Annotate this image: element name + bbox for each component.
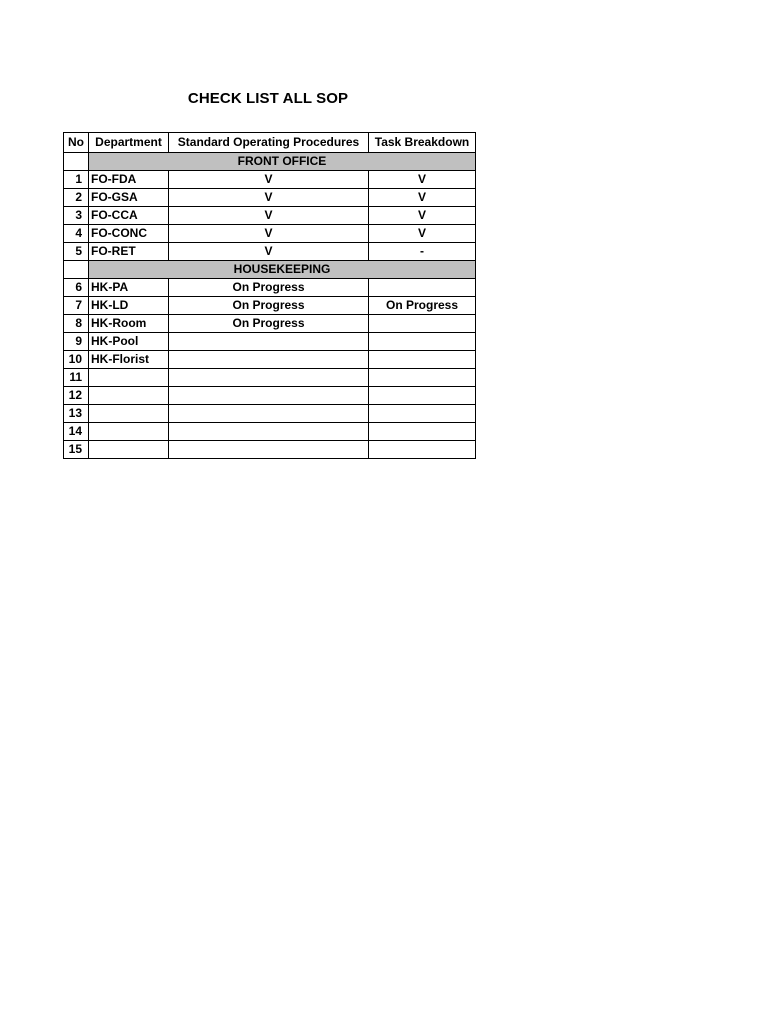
header-no: No [64,133,89,153]
row-task-status: V [369,207,476,225]
row-no: 6 [64,279,89,297]
row-department: FO-FDA [89,171,169,189]
row-no: 10 [64,351,89,369]
table-row [64,369,476,387]
table-row [64,405,476,423]
row-no: 5 [64,243,89,261]
row-department [89,441,169,459]
table-row [64,171,476,189]
table-row [64,333,476,351]
row-task-status [369,333,476,351]
row-department: FO-RET [89,243,169,261]
row-task-status [369,369,476,387]
row-task-status [369,441,476,459]
row-department: FO-GSA [89,189,169,207]
table-row [64,315,476,333]
row-no: 13 [64,405,89,423]
row-department: HK-LD [89,297,169,315]
row-department: HK-Room [89,315,169,333]
row-task-status [369,387,476,405]
row-task-status: On Progress [369,297,476,315]
row-sop-status: On Progress [169,297,369,315]
section-no-cell [64,261,89,279]
row-task-status [369,315,476,333]
row-department: HK-PA [89,279,169,297]
row-sop-status: V [169,243,369,261]
row-sop-status: V [169,171,369,189]
row-no: 9 [64,333,89,351]
table-row [64,351,476,369]
row-task-status [369,405,476,423]
table-row [64,207,476,225]
row-department: HK-Florist [89,351,169,369]
row-department [89,387,169,405]
row-task-status: V [369,171,476,189]
header-sop: Standard Operating Procedures [169,133,369,153]
row-no: 14 [64,423,89,441]
row-department: FO-CONC [89,225,169,243]
row-task-status: V [369,189,476,207]
row-department [89,423,169,441]
table-header-row [64,133,476,153]
sop-checklist-table [63,132,476,459]
row-no: 11 [64,369,89,387]
header-task-breakdown: Task Breakdown [369,133,476,153]
row-department: HK-Pool [89,333,169,351]
row-sop-status: V [169,189,369,207]
row-no: 7 [64,297,89,315]
row-no: 3 [64,207,89,225]
table-row [64,387,476,405]
row-sop-status [169,351,369,369]
table-row [64,243,476,261]
row-sop-status [169,423,369,441]
row-sop-status [169,369,369,387]
page-title: CHECK LIST ALL SOP [187,90,349,107]
row-department: FO-CCA [89,207,169,225]
row-sop-status: V [169,207,369,225]
row-sop-status [169,333,369,351]
table-row [64,225,476,243]
row-sop-status: On Progress [169,315,369,333]
table-row [64,297,476,315]
row-department [89,369,169,387]
table-row [64,279,476,297]
row-task-status [369,279,476,297]
row-no: 12 [64,387,89,405]
row-task-status: V [369,225,476,243]
section-row-front-office [64,153,476,171]
section-label-front-office: FRONT OFFICE [89,153,476,171]
section-row-housekeeping [64,261,476,279]
row-task-status [369,351,476,369]
table-row [64,441,476,459]
row-sop-status [169,405,369,423]
row-department [89,405,169,423]
row-task-status [369,423,476,441]
row-task-status: - [369,243,476,261]
table-row [64,189,476,207]
row-sop-status [169,441,369,459]
row-no: 8 [64,315,89,333]
section-label-housekeeping: HOUSEKEEPING [89,261,476,279]
header-department: Department [89,133,169,153]
table-row [64,423,476,441]
row-no: 1 [64,171,89,189]
section-no-cell [64,153,89,171]
row-sop-status [169,387,369,405]
row-no: 2 [64,189,89,207]
row-no: 15 [64,441,89,459]
row-no: 4 [64,225,89,243]
row-sop-status: V [169,225,369,243]
row-sop-status: On Progress [169,279,369,297]
